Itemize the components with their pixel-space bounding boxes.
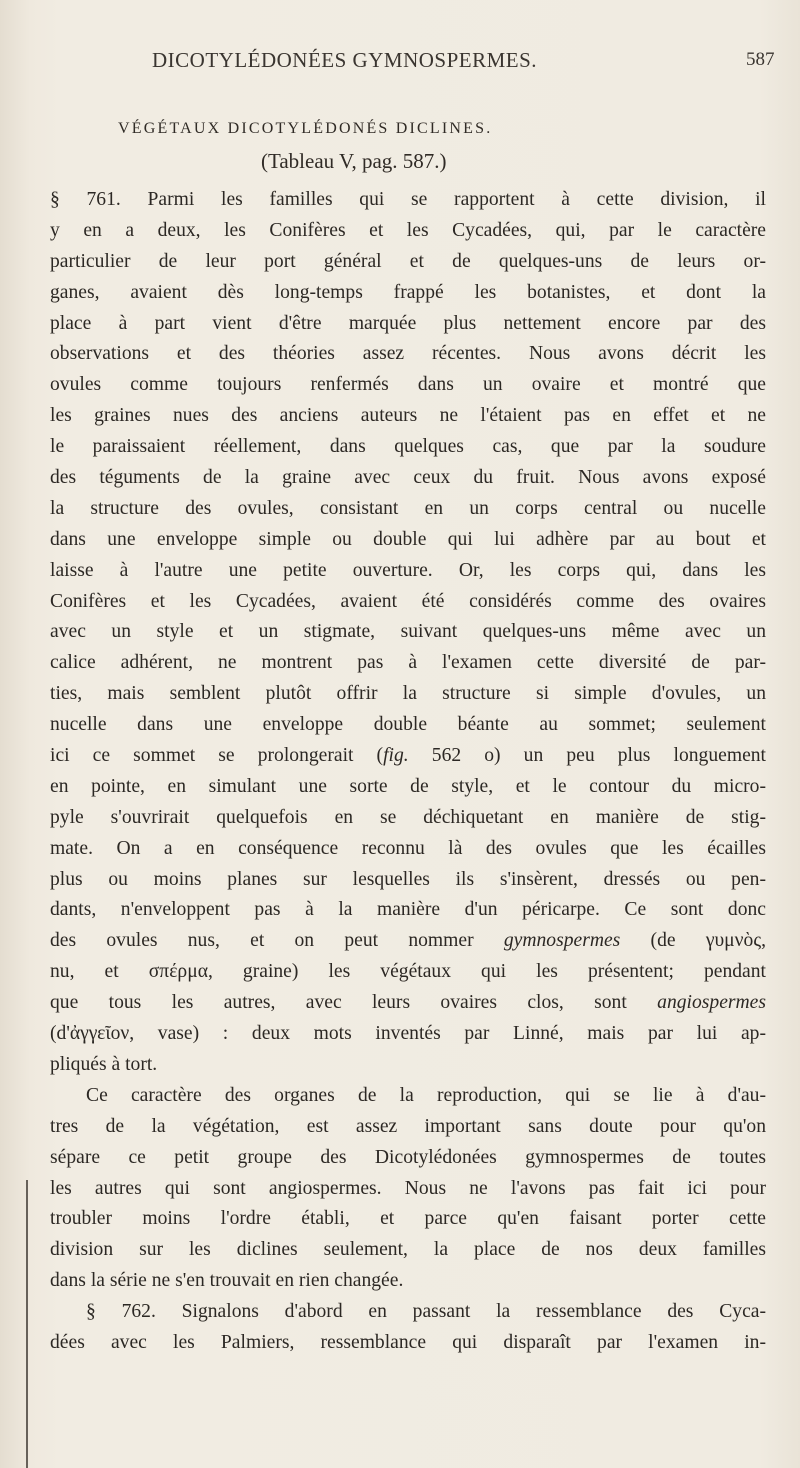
text-segment: 562 o) un peu plus longuement <box>408 745 766 767</box>
text-line: place à part vient d'être marquée plus nettement encore par des <box>50 312 766 334</box>
text-line: dants, n'enveloppent pas à la manière d'un péricarpe. Ce sont donc <box>50 899 766 921</box>
text-line: y en a deux, les Conifères et les Cycadées, qui, par le caractère <box>50 219 766 241</box>
text-line: division sur les diclines seulement, la place de nos deux familles <box>50 1239 766 1261</box>
text-segment: (de γυμνὸς, <box>620 930 766 952</box>
fig-ref-italic: fig. <box>383 745 409 767</box>
text-segment: ici ce sommet se prolongerait ( <box>50 745 384 767</box>
text-line-fig-ref <box>50 741 766 772</box>
text-line: pyle s'ouvrirait quelquefois en se déchiquetant en manière de stig- <box>50 806 766 828</box>
text-line: dans la série ne s'en trouvait en rien changée. <box>50 1270 404 1292</box>
text-line: la structure des ovules, consistant en un corps central ou nucelle <box>50 497 766 519</box>
text-line-angiospermes <box>50 988 766 1019</box>
text-line: dans une enveloppe simple ou double qui lui adhère par au bout et <box>50 528 766 550</box>
text-line: dées avec les Palmiers, ressemblance qui disparaît par l'examen in- <box>50 1331 766 1353</box>
text-line: observations et des théories assez récentes. Nous avons décrit les <box>50 343 766 365</box>
text-line: § 762. Signalons d'abord en passant la ressemblance des Cyca- <box>86 1301 766 1323</box>
text-line: particulier de leur port général et de quelques-uns de leurs or- <box>50 250 766 272</box>
text-line: laisse à l'autre une petite ouverture. Or, les corps qui, dans les <box>50 559 766 581</box>
term-angiospermes: angiospermes <box>657 992 766 1014</box>
text-line: les graines nues des anciens auteurs ne l'étaient pas en effet et ne <box>50 405 766 427</box>
text-line: troubler moins l'ordre établi, et parce qu'en faisant porter cette <box>50 1208 766 1230</box>
text-line: mate. On a en conséquence reconnu là des ovules que les écailles <box>50 837 766 859</box>
text-line: des téguments de la graine avec ceux du fruit. Nous avons exposé <box>50 467 766 489</box>
running-title: DICOTYLÉDONÉES GYMNOSPERMES. <box>152 48 538 72</box>
text-segment: des ovules nus, et on peut nommer <box>50 930 504 952</box>
text-line: le paraissaient réellement, dans quelques cas, que par la soudure <box>50 436 766 458</box>
table-reference: (Tableau V, pag. 587.) <box>261 149 447 173</box>
text-line: nu, et σπέρμα, graine) les végétaux qui les présentent; pendant <box>50 961 766 983</box>
text-line: ganes, avaient dès long-temps frappé les botanistes, et dont la <box>50 281 766 303</box>
text-line: tres de la végétation, est assez important sans doute pour qu'on <box>50 1115 766 1137</box>
text-segment: que tous les autres, avec leurs ovaires clos, sont <box>50 992 658 1014</box>
text-line: ovules comme toujours renfermés dans un ovaire et montré que <box>50 374 766 396</box>
text-line: en pointe, en simulant une sorte de style, et le contour du micro- <box>50 775 766 797</box>
running-head <box>0 48 800 88</box>
text-line: calice adhérent, ne montrent pas à l'examen cette diversité de par- <box>50 652 766 674</box>
text-line: nucelle dans une enveloppe double béante au sommet; seulement <box>50 714 766 736</box>
text-line: Conifères et les Cycadées, avaient été considérés comme des ovaires <box>50 590 766 612</box>
term-gymnospermes: gymnospermes <box>503 930 621 952</box>
page-number: 587 <box>746 49 775 70</box>
text-line: § 761. Parmi les familles qui se rapportent à cette division, il <box>50 189 766 210</box>
body-text <box>50 185 766 1359</box>
text-line: ties, mais semblent plutôt offrir la structure si simple d'ovules, un <box>50 683 766 705</box>
text-line: avec un style et un stigmate, suivant quelques-uns même avec un <box>50 621 766 643</box>
text-line: (d'ἀγγεῖον, vase) : deux mots inventés par Linné, mais par lui ap- <box>50 1023 766 1045</box>
text-line: plus ou moins planes sur lesquelles ils s'insèrent, dressés ou pen- <box>50 868 766 890</box>
binding-edge-line <box>26 1180 28 1468</box>
section-heading: VÉGÉTAUX DICOTYLÉDONÉS DICLINES. <box>118 120 493 137</box>
text-line: sépare ce petit groupe des Dicotylédonées gymnospermes de toutes <box>50 1146 766 1168</box>
text-line: pliqués à tort. <box>50 1053 158 1075</box>
text-line: les autres qui sont angiospermes. Nous ne l'avons pas fait ici pour <box>50 1177 766 1199</box>
text-line: Ce caractère des organes de la reproduction, qui se lie à d'au- <box>86 1084 766 1106</box>
text-line-gymnospermes <box>50 926 766 957</box>
